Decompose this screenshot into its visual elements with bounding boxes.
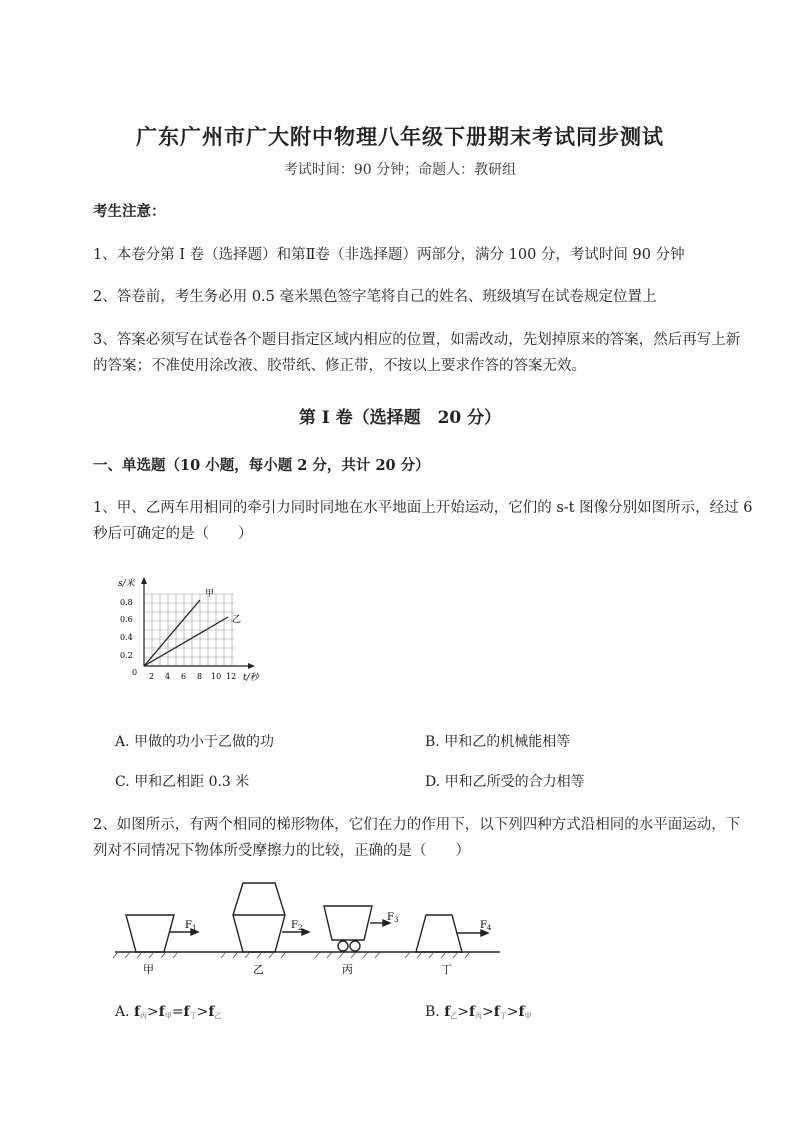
figure-label-bing: 丙 bbox=[342, 963, 353, 976]
q1-option-b: B. 甲和乙的机械能相等 bbox=[425, 734, 571, 750]
trapezoid-figure bbox=[110, 875, 510, 980]
line-yi bbox=[144, 617, 228, 666]
line-jia bbox=[144, 600, 200, 666]
force-label-4: $F_4$ bbox=[480, 920, 492, 932]
origin-label: 0 bbox=[132, 668, 138, 677]
notice-heading: 考生注意： bbox=[93, 203, 166, 220]
section-title: 第 I 卷（选择题 20 分） bbox=[298, 408, 502, 428]
y-tick: 0.2 bbox=[120, 651, 133, 660]
q2-option-b: B. $f_乙>f_丙>f_丁>f_甲$ bbox=[425, 1004, 532, 1020]
y-tick: 0.4 bbox=[120, 633, 133, 642]
q1-option-d: D. 甲和乙所受的合力相等 bbox=[425, 774, 585, 790]
y-tick: 0.6 bbox=[120, 615, 133, 624]
force-label-1: $F_1$ bbox=[185, 920, 197, 932]
question-2-stem: 2、如图所示，有两个相同的梯形物体，它们在力的作用下，以下列四种方式沿相同的水平面运动，下列对不同情况下物体所受摩擦力的比较，正确的是（ ） bbox=[93, 817, 741, 859]
q2-option-a: A. $f_丙>f_甲=f_丁>f_乙$ bbox=[115, 1004, 222, 1020]
exam-info: 考试时间：90 分钟；命题人：教研组 bbox=[283, 162, 517, 178]
notice-item-1: 1、本卷分第 I 卷（选择题）和第Ⅱ卷（非选择题）两部分，满分 100 分，考试时间 90 分钟 bbox=[93, 247, 685, 263]
figure-label-yi: 乙 bbox=[253, 963, 264, 976]
question-1-stem: 1、甲、乙两车用相同的牵引力同时同地在水平地面上开始运动，它们的 s-t 图像分别如图所示，经过 6 秒后可确定的是（ ） bbox=[93, 500, 753, 542]
figure-label-ding: 丁 bbox=[441, 963, 452, 976]
force-label-2: $F_2$ bbox=[291, 920, 303, 932]
q1-option-a: A. 甲做的功小于乙做的功 bbox=[115, 734, 275, 750]
line-yi-label: 乙 bbox=[232, 615, 242, 625]
x-tick: 12 bbox=[226, 672, 237, 681]
graph-x-label: t/秒 bbox=[243, 673, 259, 683]
figure-label-jia: 甲 bbox=[143, 963, 154, 976]
line-jia-label: 甲 bbox=[205, 589, 215, 599]
part-heading: 一、单选题（10 小题，每小题 2 分，共计 20 分） bbox=[93, 457, 430, 474]
x-tick: 2 bbox=[149, 672, 155, 681]
page-title: 广东广州市广大附中物理八年级下册期末考试同步测试 bbox=[136, 124, 664, 149]
notice-item-2: 2、答卷前，考生务必用 0.5 毫米黑色签字笔将自己的姓名、班级填写在试卷规定位置上 bbox=[93, 289, 657, 305]
force-label-3: $F_3$ bbox=[387, 912, 399, 924]
q1-option-c: C. 甲和乙相距 0.3 米 bbox=[115, 774, 250, 790]
x-tick: 4 bbox=[165, 672, 171, 681]
x-tick: 8 bbox=[197, 672, 203, 681]
st-graph bbox=[112, 574, 272, 688]
x-tick: 6 bbox=[181, 672, 187, 681]
notice-item-3: 3、答案必须写在试卷各个题目指定区域内相应的位置，如需改动，先划掉原来的答案，然后再写上新的答案；不准使用涂改液、胶带纸、修正带，不按以上要求作答的答案无效。 bbox=[93, 332, 741, 374]
graph-y-label: s/米 bbox=[118, 579, 135, 589]
y-tick: 0.8 bbox=[120, 598, 133, 607]
x-tick: 10 bbox=[211, 672, 222, 681]
